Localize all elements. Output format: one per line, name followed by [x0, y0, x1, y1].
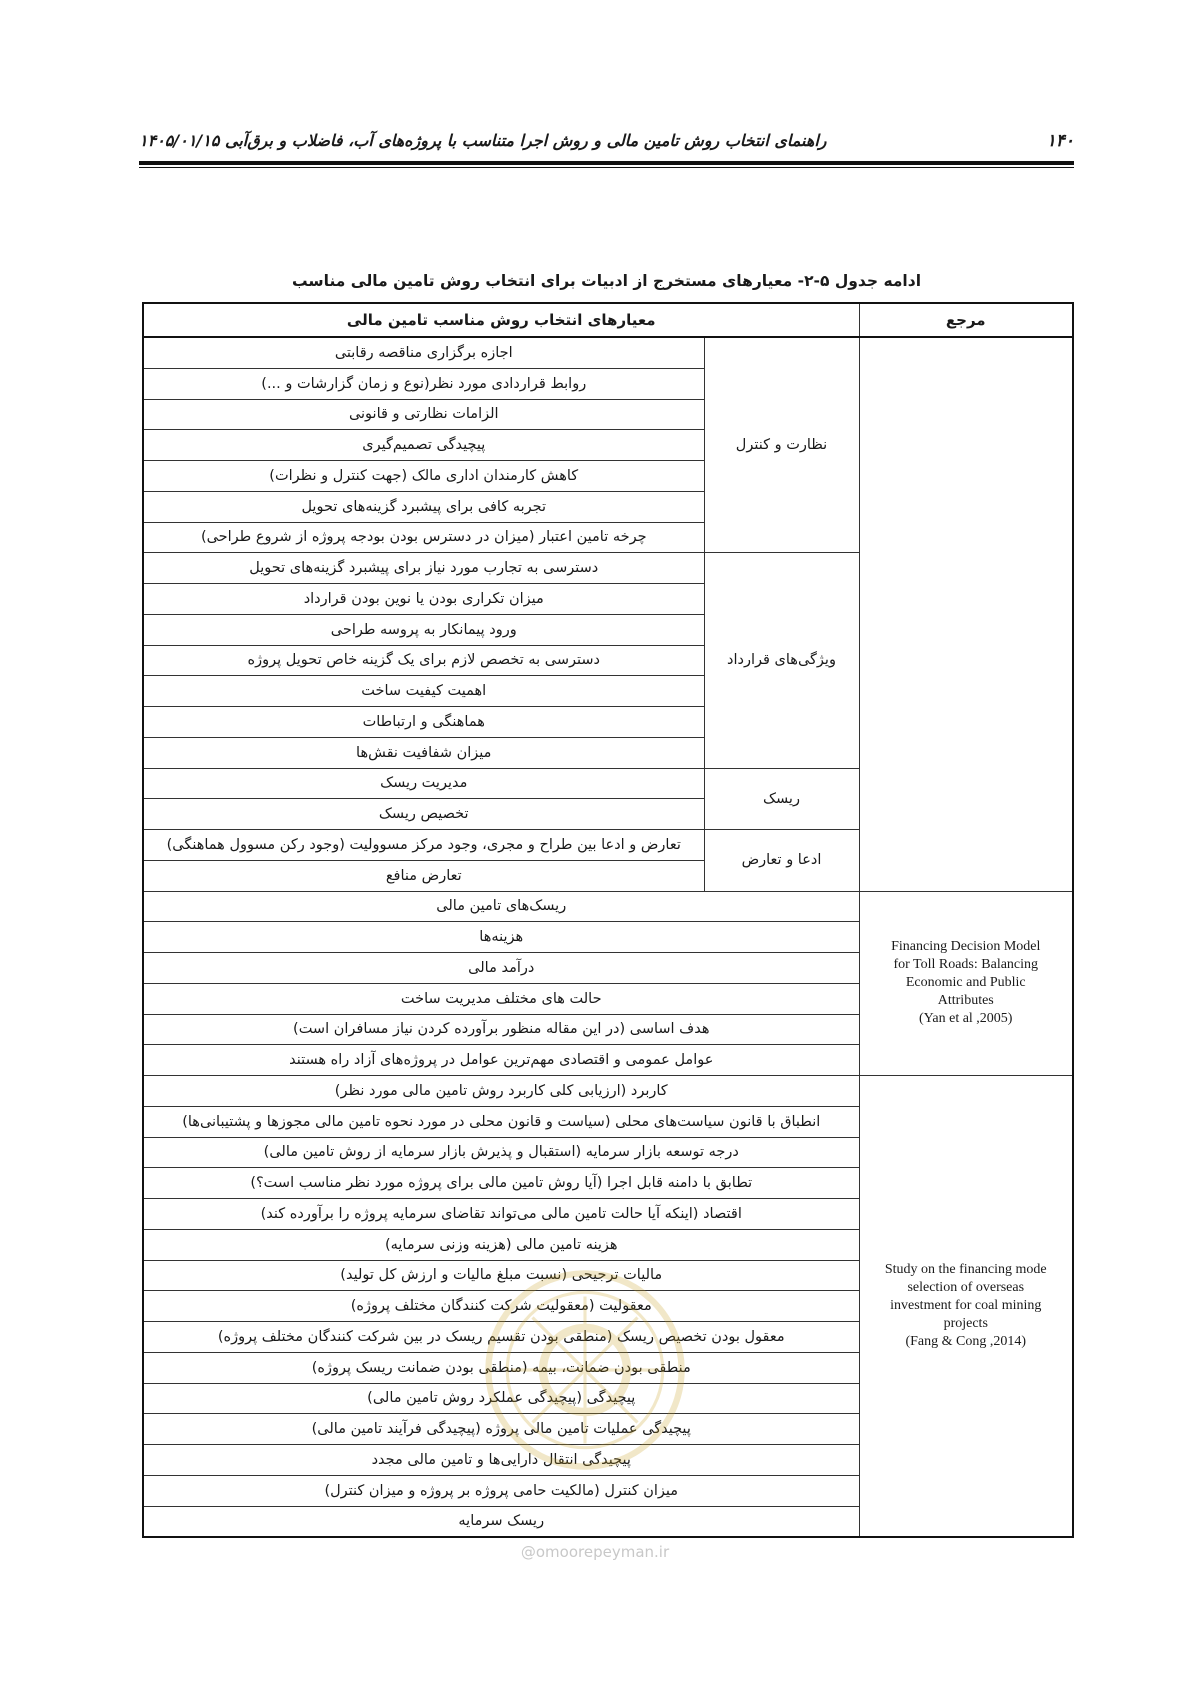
- table-row: [143, 337, 1073, 368]
- criterion-cell: کاربرد (ارزیابی کلی کاربرد روش تامین مالی مورد نظر): [143, 1076, 859, 1107]
- criterion-cell: مدیریت ریسک: [143, 768, 704, 799]
- criterion-cell: تطابق با دامنه قابل اجرا (آیا روش تامین مالی برای پروژه مورد نظر مناسب است؟): [143, 1168, 859, 1199]
- header-rule-thick: [139, 161, 1074, 165]
- criterion-cell: میزان تکراری بودن یا نوین بودن قرارداد: [143, 584, 704, 615]
- criterion-cell: دسترسی به تخصص لازم برای یک گزینه خاص تحویل پروژه: [143, 645, 704, 676]
- criterion-cell: میزان کنترل (مالکیت حامی پروژه بر پروژه و میزان کنترل): [143, 1475, 859, 1506]
- reference-line: selection of overseas: [907, 1280, 1025, 1296]
- criterion-cell: ورود پیمانکار به پروسه طراحی: [143, 614, 704, 645]
- reference-line: (Yan et al ,2005): [919, 1011, 1013, 1027]
- reference-line: Financing Decision Model: [891, 939, 1041, 955]
- table-caption: ادامه جدول ۵-۲- معیارهای مستخرج از ادبیات برای انتخاب روش تامین مالی مناسب: [291, 272, 922, 290]
- category-cell: ریسک: [704, 768, 859, 830]
- criterion-cell: عوامل عمومی و اقتصادی مهم‌ترین عوامل در پروژه‌های آزاد راه هستند: [143, 1045, 859, 1076]
- reference-cell: [859, 891, 1073, 1076]
- reference-line: Study on the financing mode: [884, 1262, 1047, 1278]
- criterion-cell: پیچیدگی تصمیم‌گیری: [143, 430, 704, 461]
- criterion-cell: معقول بودن تخصیص ریسک (منطقی بودن تقسیم ریسک در بین شرکت کنندگان مختلف پروژه): [143, 1322, 859, 1353]
- criterion-cell: تعارض و ادعا بین طراح و مجری، وجود مرکز مسوولیت (وجود رکن مسوول هماهنگی): [143, 830, 704, 861]
- criterion-cell: حالت های مختلف مدیریت ساخت: [143, 983, 859, 1014]
- header-rule-thin: [139, 167, 1074, 168]
- table-row: [143, 1076, 1073, 1107]
- criterion-cell: تخصیص ریسک: [143, 799, 704, 830]
- criterion-cell: پیچیدگی انتقال دارایی‌ها و تامین مالی مجدد: [143, 1445, 859, 1476]
- reference-cell: [859, 1076, 1073, 1538]
- criterion-cell: هزینه تامین مالی (هزینه وزنی سرمایه): [143, 1229, 859, 1260]
- criterion-cell: الزامات نظارتی و قانونی: [143, 399, 704, 430]
- category-cell: ویژگی‌های قرارداد: [704, 553, 859, 768]
- running-title: راهنمای انتخاب روش تامین مالی و روش اجرا متناسب با پروژه‌های آب، فاضلاب و برق‌آبی ۱۴۰۵/۰۱/۱۵: [139, 131, 827, 150]
- criterion-cell: چرخه تامین اعتبار (میزان در دسترس بودن بودجه پروژه از شروع طراحی): [143, 522, 704, 553]
- reference-cell-empty: [859, 337, 1073, 891]
- watermark-text: @omoorepeyman.ir: [520, 1543, 670, 1561]
- criterion-cell: اهمیت کیفیت ساخت: [143, 676, 704, 707]
- criterion-cell: معقولیت (معقولیت شرکت کنندگان مختلف پروژه): [143, 1291, 859, 1322]
- criterion-cell: ریسک‌های تامین مالی: [143, 891, 859, 922]
- criterion-cell: هزینه‌ها: [143, 922, 859, 953]
- header-criteria: معیارهای انتخاب روش مناسب تامین مالی: [143, 303, 859, 337]
- criterion-cell: تعارض منافع: [143, 860, 704, 891]
- table-row: [143, 891, 1073, 922]
- criterion-cell: میزان شفافیت نقش‌ها: [143, 737, 704, 768]
- reference-line: (Fang & Cong ,2014): [905, 1334, 1027, 1350]
- reference-line: Attributes: [937, 993, 994, 1009]
- criterion-cell: هماهنگی و ارتباطات: [143, 707, 704, 738]
- criterion-cell: دسترسی به تجارب مورد نیاز برای پیشبرد گزینه‌های تحویل: [143, 553, 704, 584]
- criterion-cell: پیچیدگی (پیچیدگی عملکرد روش تامین مالی): [143, 1383, 859, 1414]
- criterion-cell: پیچیدگی عملیات تامین مالی پروژه (پیچیدگی فرآیند تامین مالی): [143, 1414, 859, 1445]
- page-number: ۱۴۰: [1046, 131, 1074, 151]
- criterion-cell: روابط قراردادی مورد نظر(نوع و زمان گزارشات و ...): [143, 368, 704, 399]
- header-reference: مرجع: [859, 303, 1073, 337]
- criterion-cell: درجه توسعه بازار سرمایه (استقبال و پذیرش بازار سرمایه از روش تامین مالی): [143, 1137, 859, 1168]
- seal-watermark-icon: [480, 1265, 690, 1475]
- reference-line: Economic and Public: [905, 975, 1026, 991]
- page-header: [139, 131, 1074, 157]
- reference-line: for Toll Roads: Balancing: [893, 957, 1039, 973]
- category-cell: نظارت و کنترل: [704, 337, 859, 553]
- criterion-cell: کاهش کارمندان اداری مالک (جهت کنترل و نظرات): [143, 461, 704, 492]
- criterion-cell: ریسک سرمایه: [143, 1506, 859, 1537]
- criterion-cell: اجازه برگزاری مناقصه رقابتی: [143, 337, 704, 368]
- criterion-cell: درآمد مالی: [143, 953, 859, 984]
- reference-line: projects: [943, 1316, 988, 1332]
- category-cell: ادعا و تعارض: [704, 830, 859, 892]
- criterion-cell: اقتصاد (اینکه آیا حالت تامین مالی می‌تواند تقاضای سرمایه پروژه را برآورده کند): [143, 1199, 859, 1230]
- criterion-cell: تجربه کافی برای پیشبرد گزینه‌های تحویل: [143, 491, 704, 522]
- criterion-cell: انطباق با قانون سیاست‌های محلی (سیاست و قانون محلی در مورد نحوه تامین مالی مجوزها و پشتیبانی‌ها): [143, 1106, 859, 1137]
- criterion-cell: منطقی بودن ضمانت، بیمه (منطقی بودن ضمانت ریسک پروژه): [143, 1352, 859, 1383]
- criterion-cell: مالیات ترجیحی (نسبت مبلغ مالیات و ارزش کل تولید): [143, 1260, 859, 1291]
- reference-line: investment for coal mining: [890, 1298, 1042, 1314]
- table-header-row: [143, 303, 1073, 337]
- criterion-cell: هدف اساسی (در این مقاله منظور برآورده کردن نیاز مسافران است): [143, 1014, 859, 1045]
